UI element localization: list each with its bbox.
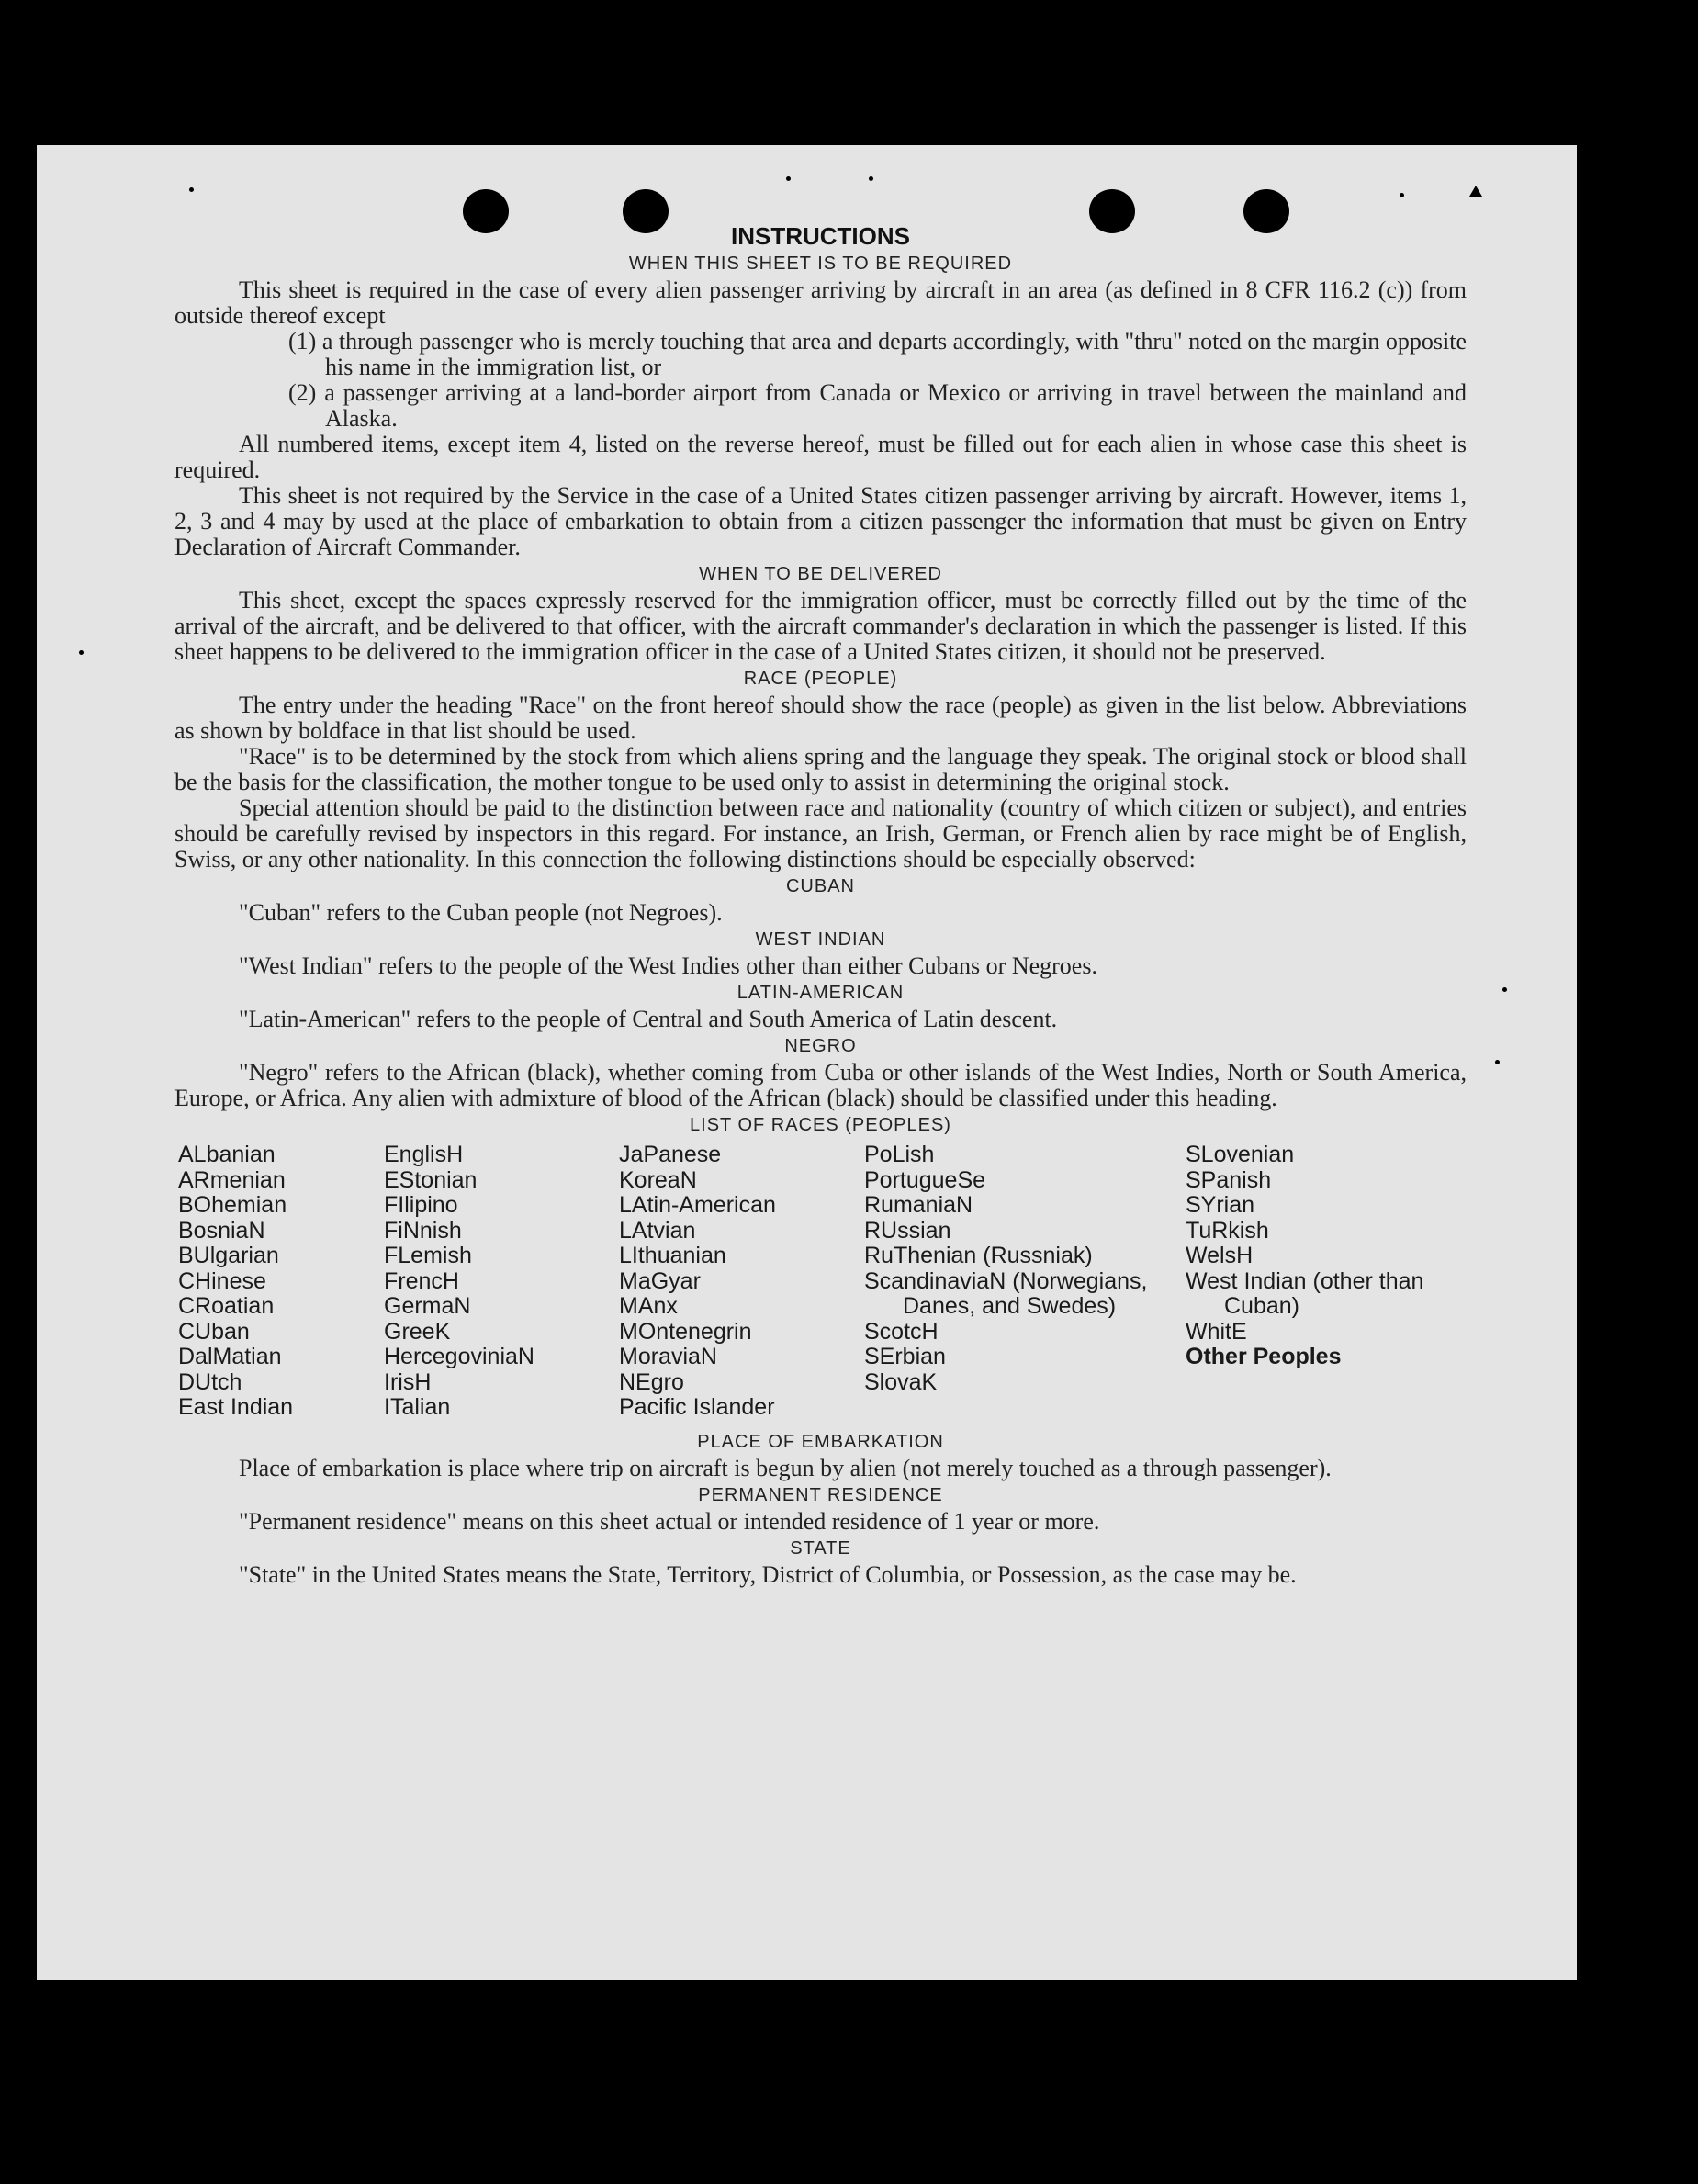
race-entry: LAtvian	[619, 1217, 696, 1244]
section-heading-delivered: WHEN TO BE DELIVERED	[699, 564, 942, 584]
corner-mark	[1469, 186, 1482, 197]
paragraph: The entry under the heading "Race" on the front hereof should show the race (people) as given in the list below. Abbreviations as shown by boldface in that list should be used.	[174, 692, 1467, 744]
punch-hole	[1243, 189, 1289, 233]
race-entry: ScandinaviaN (Norwegians, Danes, and Swedes)	[864, 1267, 1148, 1319]
race-entry: East Indian	[178, 1394, 294, 1420]
race-entry: MoraviaN	[619, 1344, 717, 1369]
race-entry: IrisH	[384, 1368, 432, 1395]
race-entry: RuThenian (Russniak)	[864, 1243, 1093, 1268]
punch-hole	[1089, 189, 1135, 233]
speck	[79, 650, 84, 655]
race-entry: BUlgarian	[178, 1243, 279, 1268]
paragraph: This sheet, except the spaces expressly reserved for the immigration officer, must be correctly filled out by the time of the arrival of the aircraft, and be delivered to that officer, with the aircraft commander's declaration in which the passenger is listed. If this sheet happens to be delivered to the immigration officer in the case of a United States citizen, it should not be preserved.	[174, 587, 1467, 665]
paragraph: "Permanent residence" means on this sheet actual or intended residence of 1 year or more.	[239, 1507, 1100, 1535]
races-column	[1186, 1143, 1452, 1421]
section-heading-latin-american: LATIN-AMERICAN	[737, 983, 905, 1003]
paragraph: "Latin-American" refers to the people of Central and South America of Latin descent.	[239, 1006, 1058, 1032]
paragraph: Special attention should be paid to the distinction between race and nationality (country of which citizen or subject), and entries should be carefully revised by inspectors in this regard. For instance, an Irish, German, or French alien by race might be of English, Swiss, or any other nationality. In this connection the following distinctions should be especially observed:	[174, 794, 1467, 872]
race-entry: JaPanese	[619, 1142, 722, 1167]
race-entry: ITalian	[384, 1394, 451, 1420]
paragraph: "West Indian" refers to the people of the West Indies other than either Cubans or Negroes.	[239, 952, 1097, 979]
speck	[1400, 193, 1404, 197]
races-column	[619, 1143, 864, 1421]
page-title: INSTRUCTIONS	[731, 222, 910, 250]
speck	[786, 176, 791, 181]
race-entry: SlovaK	[864, 1368, 938, 1395]
race-entry: DalMatian	[178, 1344, 282, 1369]
section-heading-negro: NEGRO	[784, 1036, 857, 1056]
section-heading-state: STATE	[790, 1537, 851, 1559]
races-list	[178, 1143, 1467, 1421]
race-entry: HercegoviniaN	[384, 1344, 534, 1369]
race-entry: RUssian	[864, 1217, 951, 1244]
races-column	[178, 1143, 384, 1421]
race-entry: ARmenian	[178, 1166, 286, 1193]
race-entry: SPanish	[1186, 1166, 1272, 1193]
speck	[869, 176, 873, 181]
section-heading-list-of-races: LIST OF RACES (PEOPLES)	[690, 1115, 951, 1135]
list-item: (2) a passenger arriving at a land-border airport from Canada or Mexico or arriving in travel between the mainland and Alaska.	[288, 379, 1467, 432]
list-item: (1) a through passenger who is merely touching that area and departs accordingly, with "thru" noted on the margin opposite his name in the immigration list, or	[288, 328, 1467, 380]
paragraph: "Negro" refers to the African (black), whether coming from Cuba or other islands of the West Indies, North or South America, Europe, or Africa. Any alien with admixture of blood of the African (black) should be classified under this heading.	[174, 1059, 1467, 1111]
race-entry: GreeK	[384, 1318, 451, 1345]
race-entry: SLovenian	[1186, 1142, 1295, 1167]
race-entry: PortugueSe	[864, 1166, 986, 1193]
race-entry: BosniaN	[178, 1217, 265, 1244]
race-entry: EStonian	[384, 1166, 478, 1193]
race-entry: LIthuanian	[619, 1243, 726, 1268]
race-entry: MaGyar	[619, 1267, 701, 1294]
section-heading-west-indian: WEST INDIAN	[755, 929, 886, 950]
race-entry: KoreaN	[619, 1166, 697, 1193]
race-entry: WelsH	[1186, 1243, 1254, 1268]
race-entry: RumaniaN	[864, 1192, 973, 1218]
paragraph: This sheet is not required by the Service in the case of a United States citizen passenger arriving by aircraft. However, items 1, 2, 3 and 4 may by used at the place of embarkation to obtain from a citizen passenger the information that must be given on Entry Declaration of Aircraft Commander.	[174, 482, 1467, 560]
race-entry: CUban	[178, 1318, 250, 1345]
speck	[189, 187, 194, 192]
race-entry: SErbian	[864, 1344, 946, 1369]
race-entry: CHinese	[178, 1267, 266, 1294]
punch-hole	[463, 189, 509, 233]
races-column	[864, 1143, 1186, 1421]
race-entry: FIlipino	[384, 1192, 458, 1218]
race-entry: CRoatian	[178, 1293, 275, 1319]
race-entry: MAnx	[619, 1293, 678, 1319]
speck	[1495, 1060, 1500, 1064]
race-entry: TuRkish	[1186, 1217, 1269, 1244]
paragraph: "Race" is to be determined by the stock from which aliens spring and the language they speak. The original stock or blood shall be the basis for the classification, the mother tongue to be used only to assist in determining the original stock.	[174, 743, 1467, 795]
section-heading-embarkation: PLACE OF EMBARKATION	[697, 1431, 944, 1452]
race-entry: NEgro	[619, 1368, 684, 1395]
paragraph: "State" in the United States means the State, Territory, District of Columbia, or Possession, as the case may be.	[239, 1560, 1297, 1588]
paragraph: This sheet is required in the case of every alien passenger arriving by aircraft in an area (as defined in 8 CFR 116.2 (c)) from outside thereof except	[174, 276, 1467, 329]
race-entry: BOhemian	[178, 1192, 287, 1218]
race-entry: WhitE	[1186, 1318, 1247, 1345]
race-entry: SYrian	[1186, 1192, 1255, 1218]
race-entry: West Indian (other than Cuban)	[1186, 1267, 1424, 1319]
section-heading-residence: PERMANENT RESIDENCE	[698, 1484, 943, 1505]
section-heading-cuban: CUBAN	[785, 876, 855, 896]
punch-hole	[623, 189, 669, 233]
paragraph: Place of embarkation is place where trip on aircraft is begun by alien (not merely touched as a through passenger).	[239, 1454, 1332, 1481]
race-entry: FiNnish	[384, 1217, 462, 1244]
section-heading-race: RACE (PEOPLE)	[743, 669, 898, 689]
paragraph: "Cuban" refers to the Cuban people (not Negroes).	[239, 899, 723, 926]
document-page	[37, 145, 1577, 1980]
race-entry: GermaN	[384, 1293, 471, 1319]
races-column	[384, 1143, 619, 1421]
speck	[1502, 987, 1507, 992]
paragraph: All numbered items, except item 4, listed on the reverse hereof, must be filled out for each alien in whose case this sheet is required.	[174, 431, 1467, 483]
race-entry: FrencH	[384, 1267, 459, 1294]
race-entry: FLemish	[384, 1243, 472, 1268]
race-entry: PoLish	[864, 1142, 935, 1167]
race-entry: ScotcH	[864, 1318, 939, 1345]
race-entry: MOntenegrin	[619, 1318, 752, 1345]
race-entry: DUtch	[178, 1368, 242, 1395]
race-entry: Other Peoples	[1186, 1344, 1342, 1369]
section-heading-required: WHEN THIS SHEET IS TO BE REQUIRED	[628, 253, 1013, 274]
race-entry: EnglisH	[384, 1142, 464, 1167]
race-entry: LAtin-American	[619, 1192, 776, 1218]
race-entry: Pacific Islander	[619, 1394, 775, 1420]
race-entry: ALbanian	[178, 1142, 276, 1167]
